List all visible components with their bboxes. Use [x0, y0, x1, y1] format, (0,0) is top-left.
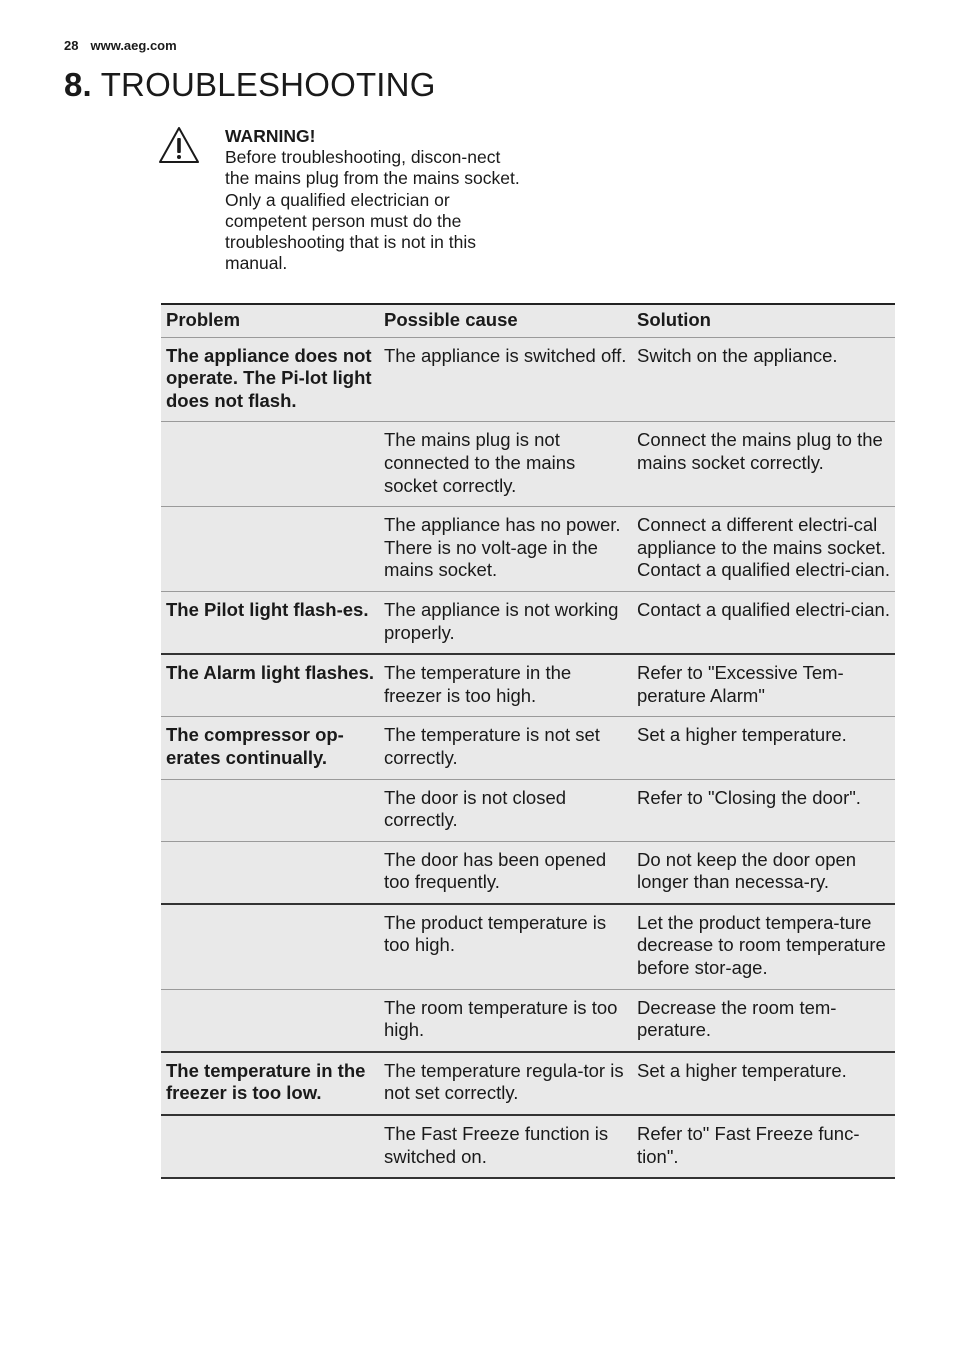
warning-title: WARNING! — [225, 126, 316, 146]
table-row — [161, 1115, 895, 1178]
table-row — [161, 507, 895, 592]
problem-cell: The temperature in the freezer is too low. — [161, 1052, 379, 1115]
solution-cell: Connect the mains plug to the mains socket correctly. — [632, 422, 895, 507]
column-header-problem: Problem — [161, 304, 379, 337]
table-row — [161, 989, 895, 1052]
warning-paragraph: Before troubleshooting, discon-nect the mains plug from the mains socket. — [225, 147, 520, 189]
table-row — [161, 422, 895, 507]
cause-cell: The appliance is switched off. — [379, 337, 632, 422]
section-title-text: TROUBLESHOOTING — [100, 66, 436, 103]
table-row — [161, 904, 895, 989]
table-row — [161, 1052, 895, 1115]
solution-cell: Switch on the appliance. — [632, 337, 895, 422]
problem-cell: The Alarm light flashes. — [161, 654, 379, 717]
solution-cell: Decrease the room tem-perature. — [632, 989, 895, 1052]
table-header-row — [161, 304, 895, 337]
cause-cell: The room temperature is too high. — [379, 989, 632, 1052]
page-number: 28 — [64, 38, 79, 53]
cause-cell: The product temperature is too high. — [379, 904, 632, 989]
site-url: www.aeg.com — [90, 38, 177, 53]
problem-cell — [161, 507, 379, 592]
cause-cell: The door is not closed correctly. — [379, 779, 632, 841]
solution-cell: Refer to" Fast Freeze func-tion". — [632, 1115, 895, 1178]
problem-cell — [161, 1115, 379, 1178]
warning-triangle-icon — [158, 126, 200, 164]
column-header-cause: Possible cause — [379, 304, 632, 337]
cause-cell: The mains plug is not connected to the mains socket correctly. — [379, 422, 632, 507]
problem-cell — [161, 904, 379, 989]
problem-cell: The compressor op-erates continually. — [161, 717, 379, 779]
table-row — [161, 337, 895, 422]
section-number: 8. — [64, 66, 92, 103]
table-row — [161, 841, 895, 904]
solution-cell: Refer to "Closing the door". — [632, 779, 895, 841]
warning-paragraph: Only a qualified electrician or competent person must do the troubleshooting that is not in this manual. — [225, 189, 476, 274]
cause-cell: The temperature in the freezer is too high. — [379, 654, 632, 717]
cause-cell: The door has been opened too frequently. — [379, 841, 632, 904]
cause-cell: The appliance has no power. There is no volt-age in the mains socket. — [379, 507, 632, 592]
cause-cell: The temperature regula-tor is not set correctly. — [379, 1052, 632, 1115]
solution-cell: Connect a different electri-cal appliance to the mains socket. Contact a qualified electri-cian. — [632, 507, 895, 592]
cause-cell: The appliance is not working properly. — [379, 591, 632, 654]
warning-box — [225, 126, 525, 274]
table-row — [161, 717, 895, 779]
section-title — [64, 66, 436, 104]
problem-cell — [161, 422, 379, 507]
solution-cell: Set a higher temperature. — [632, 717, 895, 779]
cause-cell: The Fast Freeze function is switched on. — [379, 1115, 632, 1178]
troubleshooting-table — [161, 303, 895, 1179]
cause-cell: The temperature is not set correctly. — [379, 717, 632, 779]
column-header-solution: Solution — [632, 304, 895, 337]
problem-cell — [161, 989, 379, 1052]
solution-cell: Let the product tempera-ture decrease to room temperature before stor-age. — [632, 904, 895, 989]
solution-cell: Contact a qualified electri-cian. — [632, 591, 895, 654]
solution-cell: Refer to "Excessive Tem-perature Alarm" — [632, 654, 895, 717]
page-header — [64, 38, 177, 53]
table-row — [161, 779, 895, 841]
solution-cell: Do not keep the door open longer than necessa-ry. — [632, 841, 895, 904]
table-row — [161, 654, 895, 717]
problem-cell — [161, 779, 379, 841]
problem-cell — [161, 841, 379, 904]
problem-cell: The Pilot light flash-es. — [161, 591, 379, 654]
problem-cell: The appliance does not operate. The Pi-lot light does not flash. — [161, 337, 379, 422]
solution-cell: Set a higher temperature. — [632, 1052, 895, 1115]
table-row — [161, 591, 895, 654]
